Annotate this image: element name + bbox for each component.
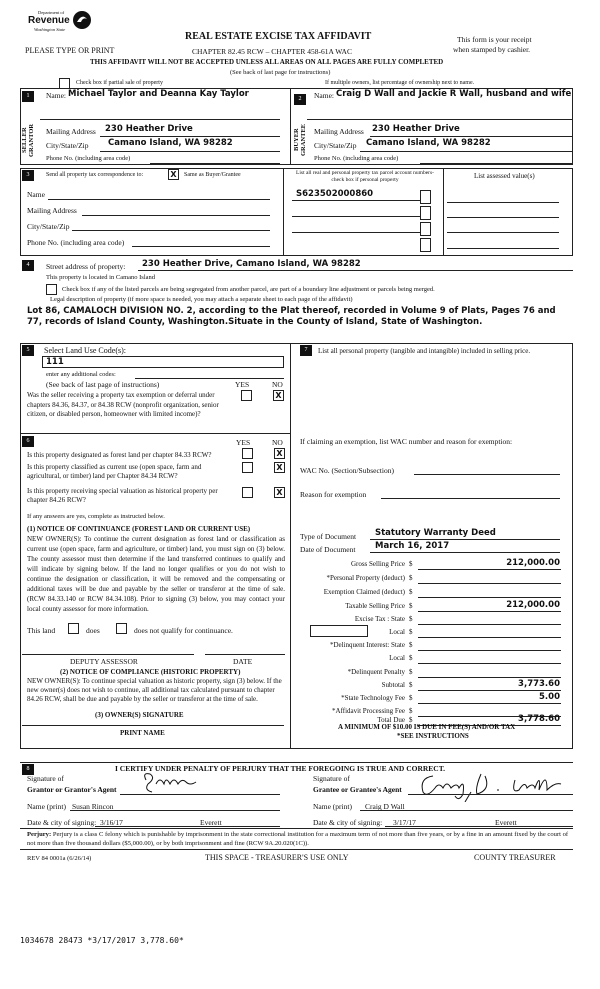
segregated-parcel-checkbox[interactable] [46, 284, 57, 295]
currency-sign: $ [409, 654, 413, 662]
amount-label: Gross Selling Price [350, 560, 405, 568]
amount-label: *Affidavit Processing Fee [332, 707, 405, 715]
revenue-logo: Department of Revenue Washington State [28, 10, 98, 40]
currency-sign: $ [409, 694, 413, 702]
currency-sign: $ [409, 602, 413, 610]
document-date[interactable]: March 16, 2017 [375, 541, 450, 551]
buyer-mailing-address[interactable]: 230 Heather Drive [372, 124, 460, 134]
currency-sign: $ [409, 668, 413, 676]
grantee-signature[interactable] [415, 768, 565, 802]
amount-label: Local [389, 628, 405, 636]
document-type[interactable]: Statutory Warranty Deed [375, 528, 496, 538]
amount-label: Excise Tax : State [354, 615, 405, 623]
personal-property-checkbox[interactable] [420, 222, 431, 236]
currency-sign: $ [409, 707, 413, 715]
current-use-yes-checkbox[interactable] [242, 462, 253, 473]
does-qualify-checkbox[interactable] [68, 623, 79, 634]
amount-value[interactable]: 212,000.00 [506, 600, 560, 610]
currency-sign: $ [409, 628, 413, 636]
cashier-stamp: 1034678 28473 *3/17/2017 3,778.60* [20, 936, 184, 945]
amount-value[interactable]: 3,778.60 [518, 714, 560, 724]
revenue-swirl-icon [72, 10, 92, 30]
historical-yes-checkbox[interactable] [242, 487, 253, 498]
currency-sign: $ [409, 615, 413, 623]
land-use-code-input[interactable]: 111 [42, 356, 284, 368]
personal-property-checkbox[interactable] [420, 238, 431, 252]
form-title: REAL ESTATE EXCISE TAX AFFIDAVIT [185, 31, 372, 42]
amount-value[interactable]: 3,773.60 [518, 679, 560, 689]
local-code-input[interactable] [310, 625, 368, 637]
currency-sign: $ [409, 588, 413, 596]
seller-mailing-address[interactable]: 230 Heather Drive [105, 124, 193, 134]
buyer-name[interactable]: Craig D Wall and Jackie R Wall, husband and wife [336, 89, 572, 99]
amount-value[interactable]: 5.00 [539, 692, 560, 702]
amount-label: Exemption Claimed (deduct) [323, 588, 405, 596]
forest-land-yes-checkbox[interactable] [242, 448, 253, 459]
perjury-notice: Perjury: Perjury is a class C felony which is punishable by imprisonment in the state correctional institution for a maximum term of not more than five years, or by a fine in an amount fixed by the court of not more than five thousand dollars ($5,000.00), or by both imprisonment and fine (RCW 9A.20.020(1C)). [27, 831, 569, 847]
amount-value[interactable]: 212,000.00 [506, 558, 560, 568]
same-as-buyer-checkbox[interactable]: X [168, 169, 179, 180]
buyer-city[interactable]: Camano Island, WA 98282 [366, 138, 491, 148]
currency-sign: $ [409, 560, 413, 568]
amount-label: *Personal Property (deduct) [326, 574, 405, 582]
amount-label: *Delinquent Interest: State [329, 641, 405, 649]
currency-sign: $ [409, 716, 413, 724]
personal-property-checkbox[interactable] [420, 190, 431, 204]
personal-property-checkbox[interactable] [420, 206, 431, 220]
property-street-address[interactable]: 230 Heather Drive, Camano Island, WA 98282 [142, 259, 361, 269]
amount-label: *State Technology Fee [341, 694, 405, 702]
q1-no-checkbox[interactable]: X [273, 390, 284, 401]
does-not-qualify-checkbox[interactable] [116, 623, 127, 634]
currency-sign: $ [409, 681, 413, 689]
amount-label: Taxable Selling Price [345, 602, 405, 610]
seller-name[interactable]: Michael Taylor and Deanna Kay Taylor [68, 89, 249, 99]
currency-sign: $ [409, 641, 413, 649]
amount-label: Local [389, 654, 405, 662]
historical-no-checkbox[interactable]: X [274, 487, 285, 498]
amount-label: Total Due [377, 716, 405, 724]
legal-description[interactable]: Lot 86, CAMALOCH DIVISION NO. 2, according to the Plat thereof, recorded in Volume 9 of Plats, Pages 76 and 77, records of Island County, Washington.Situate in the County of Island, State of Washington. [27, 306, 556, 327]
currency-sign: $ [409, 574, 413, 582]
forest-land-no-checkbox[interactable]: X [274, 448, 285, 459]
amount-label: Subtotal [381, 681, 405, 689]
current-use-no-checkbox[interactable]: X [274, 462, 285, 473]
parcel-number[interactable]: S623502000860 [296, 189, 374, 199]
q1-yes-checkbox[interactable] [241, 390, 252, 401]
seller-city[interactable]: Camano Island, WA 98282 [108, 138, 233, 148]
amount-label: *Delinquent Penalty [347, 668, 405, 676]
